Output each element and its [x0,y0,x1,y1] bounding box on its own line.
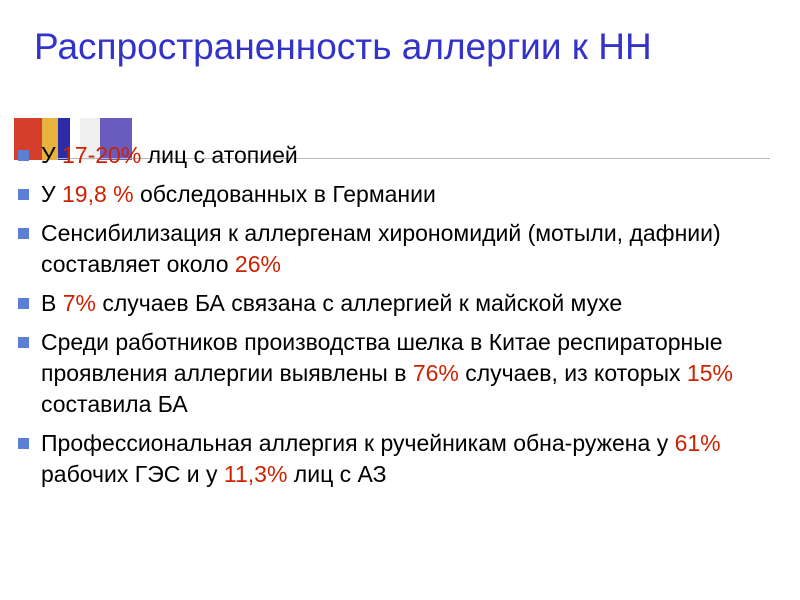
list-item [18,140,786,171]
list-item-text [41,218,786,280]
list-item-text [41,288,786,319]
highlighted-value: 7% [62,290,96,316]
list-item [18,327,786,420]
plain-text: У [41,181,63,207]
highlighted-value: 61% [674,430,721,456]
bullet-square-icon [18,189,29,200]
list-item-text [41,140,786,171]
bullet-square-icon [18,150,29,161]
plain-text: В [41,290,63,316]
highlighted-value: 15% [686,360,733,386]
plain-text: рабочих ГЭС и у [41,461,224,487]
plain-text: У [41,142,63,168]
bullet-square-icon [18,228,29,239]
bullet-square-icon [18,337,29,348]
highlighted-value: 26% [234,251,281,277]
list-item-text [41,428,786,490]
bullet-list [18,140,786,498]
highlighted-value: 11,3% [223,461,288,487]
highlighted-value: 17-20% [62,142,142,168]
bullet-square-icon [18,438,29,449]
page-title: Распространенность аллергии к НН [34,26,652,67]
plain-text: Сенсибилизация к аллергенам хирономидий (мотыли, дафнии) составляет около [41,220,721,277]
plain-text: Профессиональная аллергия к ручейникам обна-ружена у [41,430,675,456]
plain-text: Среди работников производства шелка в Китае респираторные проявления аллергии выявлены в [41,329,723,386]
plain-text: составила БА [41,391,188,417]
plain-text: лиц с атопией [141,142,298,168]
list-item [18,288,786,319]
plain-text: обследованных в Германии [133,181,436,207]
plain-text: лиц с АЗ [287,461,387,487]
bullet-square-icon [18,298,29,309]
plain-text: случаев, из которых [458,360,687,386]
highlighted-value: 76% [412,360,459,386]
highlighted-value: 19,8 % [62,181,134,207]
plain-text: случаев БА связана с аллергией к майской мухе [95,290,623,316]
list-item [18,218,786,280]
list-item [18,428,786,490]
list-item-text [41,179,786,210]
list-item-text [41,327,786,420]
list-item [18,179,786,210]
